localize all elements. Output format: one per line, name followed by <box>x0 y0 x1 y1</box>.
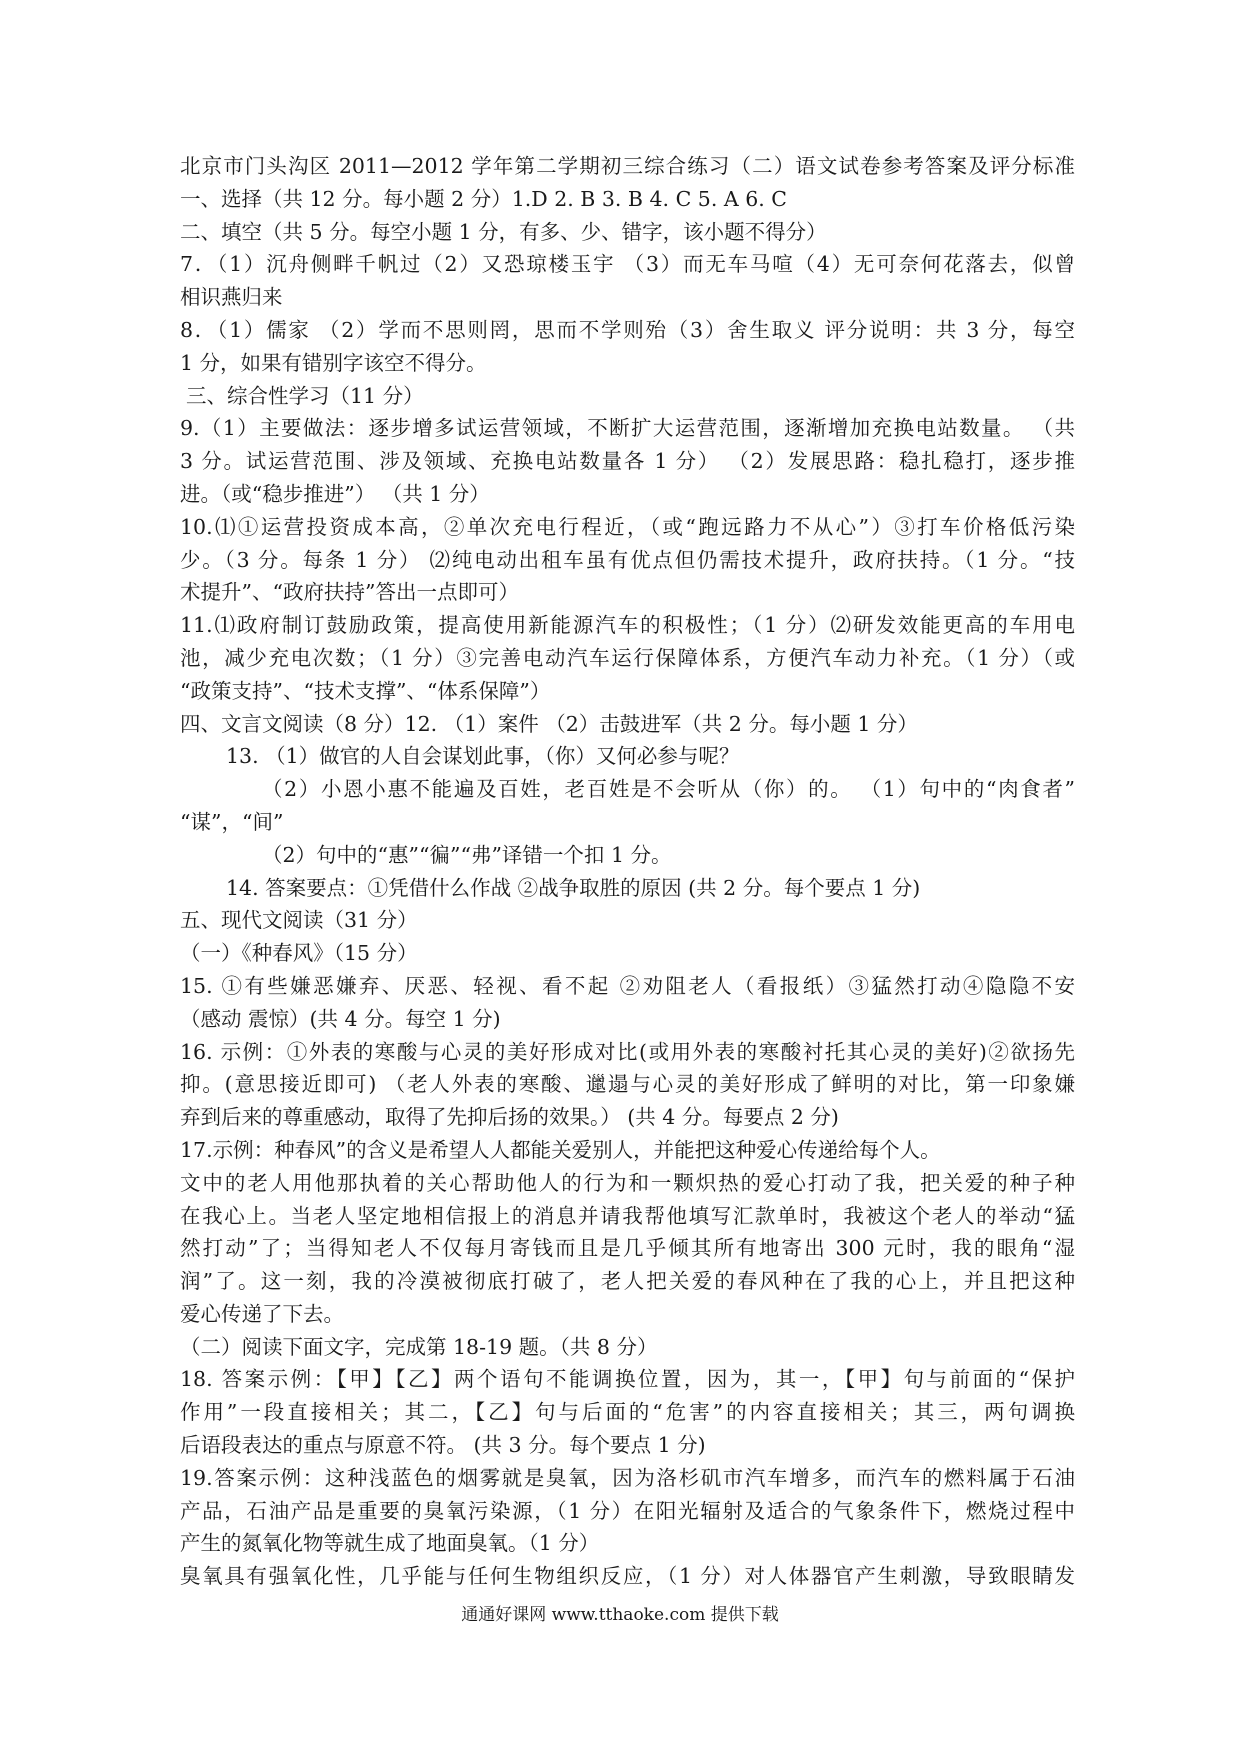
text-line: 四、文言文阅读（8 分）12. （1）案件 （2）击鼓进军（共 2 分。每小题 1 分） <box>180 711 918 736</box>
text-line: 文中的老人用他那执着的关心帮助他人的行为和一颗炽热的爱心打动了我，把关爱的种子种 <box>180 1170 1075 1195</box>
text-line: 产生的氮氧化物等就生成了地面臭氧。（1 分） <box>180 1531 600 1556</box>
text-line: 三、综合性学习（11 分） <box>186 383 424 408</box>
text-line: 池，减少充电次数；（1 分）③完善电动汽车运行保障体系，方便汽车动力补充。（1 分）（或 <box>180 645 1075 670</box>
text-line: 进。（或“稳步推进”） （共 1 分） <box>180 481 490 506</box>
text-line: 19.答案示例：这种浅蓝色的烟雾就是臭氧，因为洛杉矶市汽车增多，而汽车的燃料属于石油 <box>180 1465 1075 1490</box>
text-line: 7．（1）沉舟侧畔千帆过（2）又恐琼楼玉宇 （3）而无车马喧（4）无可奈何花落去，似曾 <box>180 252 1075 277</box>
text-line: 后语段表达的重点与原意不符。 (共 3 分。每个要点 1 分) <box>180 1433 706 1458</box>
text-line: 3 分。试运营范围、涉及领域、充换电站数量各 1 分） （2）发展思路：稳扎稳打，逐步推 <box>180 449 1075 474</box>
text-line: 在我心上。当老人坚定地相信报上的消息并请我帮他填写汇款单时，我被这个老人的举动“猛 <box>180 1203 1075 1228</box>
text-line: 8．（1）儒家 （2）学而不思则罔，思而不学则殆（3）舍生取义 评分说明：共 3 分，每空 <box>180 317 1075 342</box>
text-line: （2）句中的“惠”“徧”“弗”译错一个扣 1 分。 <box>262 842 672 867</box>
text-line: 术提升”、“政府扶持”答出一点即可） <box>180 580 519 605</box>
text-line: 14. 答案要点：①凭借什么作战 ②战争取胜的原因 (共 2 分。每个要点 1 分) <box>226 875 921 900</box>
text-line: “谋”，“间” <box>180 809 284 834</box>
text-line: 然打动”了；当得知老人不仅每月寄钱而且是几乎倾其所有地寄出 300 元时，我的眼角“湿 <box>180 1236 1075 1261</box>
text-line: 抑。(意思接近即可) （老人外表的寒酸、邋遢与心灵的美好形成了鲜明的对比，第一印象嫌 <box>180 1072 1075 1097</box>
text-line: 一、选择（共 12 分。每小题 2 分）1.D 2. B 3. B 4. C 5. A 6. C <box>180 186 787 211</box>
page-footer: 通通好课网 www.tthaoke.com 提供下载 <box>461 1605 779 1625</box>
document-body <box>180 150 1075 1593</box>
text-line: 18. 答案示例：【甲】【乙】两个语句不能调换位置，因为，其一，【甲】句与前面的“保护 <box>180 1367 1075 1392</box>
text-line: 11.⑴政府制订鼓励政策，提高使用新能源汽车的积极性；（1 分）⑵研发效能更高的车用电 <box>180 613 1075 638</box>
text-line: 10.⑴①运营投资成本高，②单次充电行程近，（或“跑远路力不从心”）③打车价格低污染 <box>180 514 1075 539</box>
text-line: 9.（1）主要做法：逐步增多试运营领域，不断扩大运营范围，逐渐增加充换电站数量。 （共 <box>180 416 1075 441</box>
text-line: （二）阅读下面文字，完成第 18-19 题。（共 8 分） <box>180 1334 658 1359</box>
text-line: 润”了。这一刻，我的冷漠被彻底打破了，老人把关爱的春风种在了我的心上，并且把这种 <box>180 1269 1075 1294</box>
text-line: 作用”一段直接相关；其二，【乙】句与后面的“危害”的内容直接相关；其三，两句调换 <box>180 1400 1075 1425</box>
text-line: 15. ①有些嫌恶嫌弃、厌恶、轻视、看不起 ②劝阻老人（看报纸）③猛然打动④隐隐不安 <box>180 973 1075 998</box>
text-line: 二、填空（共 5 分。每空小题 1 分，有多、少、错字，该小题不得分） <box>180 219 827 244</box>
text-line: 相识燕归来 <box>180 285 283 310</box>
text-line: 弃到后来的尊重感动，取得了先抑后扬的效果。） (共 4 分。每要点 2 分) <box>180 1105 839 1130</box>
text-line: （一）《种春风》（15 分） <box>180 941 418 966</box>
text-line: 17.示例：种春风”的含义是希望人人都能关爱别人，并能把这种爱心传递给每个人。 <box>180 1137 941 1162</box>
text-line: 爱心传递了下去。 <box>180 1301 344 1326</box>
text-line: 少。（3 分。每条 1 分） ⑵纯电动出租车虽有优点但仍需技术提升，政府扶持。（1 分。“技 <box>180 547 1075 572</box>
text-line: （感动 震惊）(共 4 分。每空 1 分) <box>180 1006 501 1031</box>
text-line: 臭氧具有强氧化性，几乎能与任何生物组织反应，（1 分）对人体器官产生刺激，导致眼睛发 <box>180 1564 1075 1589</box>
text-line: 北京市门头沟区 2011—2012 学年第二学期初三综合练习（二）语文试卷参考答案及评分标准 <box>180 154 1075 178</box>
text-line: 五、现代文阅读（31 分） <box>180 908 418 933</box>
text-line: 产品，石油产品是重要的臭氧污染源，（1 分）在阳光辐射及适合的气象条件下，燃烧过程中 <box>180 1498 1075 1523</box>
text-line: （2）小恩小惠不能遍及百姓，老百姓是不会听从（你）的。 （1）句中的“肉食者” <box>262 777 1075 802</box>
text-line: 1 分，如果有错别字该空不得分。 <box>180 350 487 375</box>
text-line: 16. 示例：①外表的寒酸与心灵的美好形成对比(或用外表的寒酸衬托其心灵的美好)②欲扬先 <box>180 1039 1075 1064</box>
text-line: 13. （1）做官的人自会谋划此事，（你）又何必参与呢？ <box>226 744 740 769</box>
text-line: “政策支持”、“技术支撑”、“体系保障”） <box>180 678 551 703</box>
